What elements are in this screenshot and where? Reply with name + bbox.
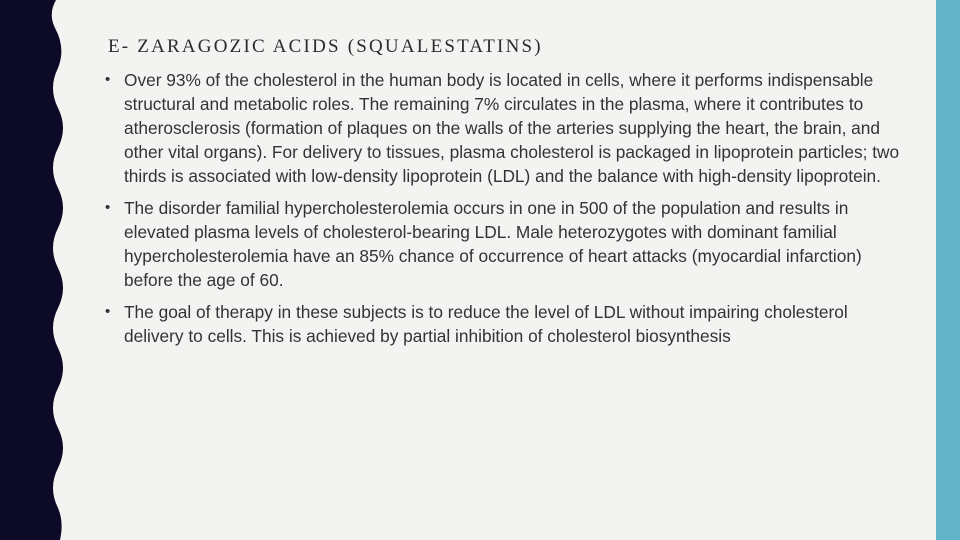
- slide-title: E- ZARAGOZIC ACIDS (SQUALESTATINS): [108, 36, 543, 57]
- bullet-dot-icon: •: [105, 303, 111, 320]
- bullet-dot-icon: •: [105, 199, 111, 216]
- bullet-text: The goal of therapy in these subjects is to reduce the level of LDL without impairing cholesterol delivery to cells. This is achieved by partial inhibition of cholesterol biosynthesis: [124, 302, 848, 346]
- bullet-text: The disorder familial hypercholesterolemia occurs in one in 500 of the population and results in elevated plasma levels of cholesterol-bearing LDL. Male heterozygotes with dominant familial hypercholesterolemia have an 85% chance of occurrence of heart attacks (myocardial infarction) before the age of 60.: [124, 198, 862, 290]
- bullet-list: [104, 68, 904, 356]
- bullet-item: [104, 68, 904, 188]
- left-band-scalloped-shape: [0, 0, 63, 540]
- left-decorative-band: [0, 0, 80, 540]
- right-accent-band: [936, 0, 960, 540]
- bullet-item: [104, 300, 904, 348]
- bullet-dot-icon: •: [105, 71, 111, 88]
- bullet-item: [104, 196, 904, 292]
- bullet-text: Over 93% of the cholesterol in the human body is located in cells, where it performs indispensable structural and metabolic roles. The remaining 7% circulates in the plasma, where it contributes to atherosclerosis (formation of plaques on the walls of the arteries supplying the heart, the brain, and other vital organs). For delivery to tissues, plasma cholesterol is packaged in lipoprotein particles; two thirds is associated with low-density lipoprotein (LDL) and the balance with high-density lipoprotein.: [124, 70, 900, 186]
